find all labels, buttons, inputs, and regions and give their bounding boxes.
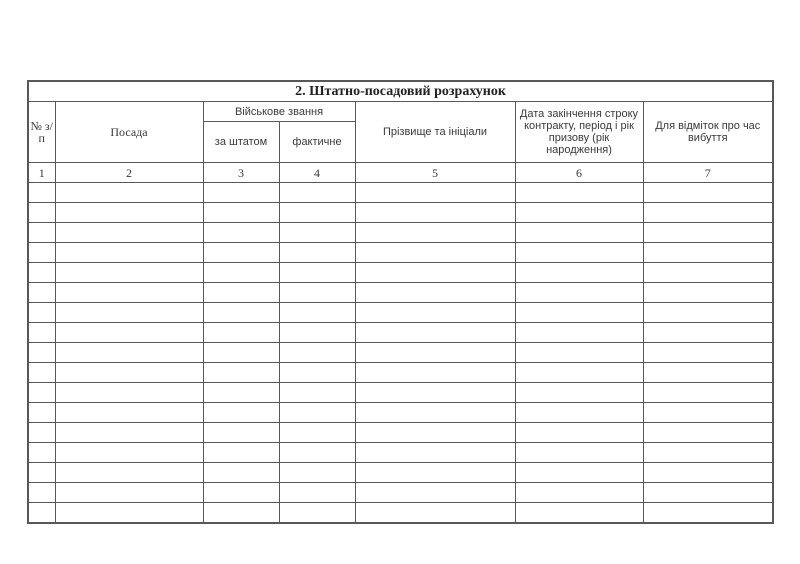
table-cell[interactable] <box>55 183 203 203</box>
table-cell[interactable] <box>203 303 279 323</box>
table-cell[interactable] <box>279 283 355 303</box>
table-title: 2. Штатно-посадовий розрахунок <box>28 81 773 102</box>
header-number: № з/п <box>28 102 55 163</box>
table-cell[interactable] <box>643 443 773 463</box>
table-row <box>28 303 773 323</box>
table-cell[interactable] <box>643 183 773 203</box>
table-cell[interactable] <box>643 423 773 443</box>
table-cell[interactable] <box>203 183 279 203</box>
table-cell[interactable] <box>355 483 515 503</box>
table-cell[interactable] <box>28 323 55 343</box>
table-cell[interactable] <box>355 183 515 203</box>
table-cell[interactable] <box>55 503 203 524</box>
table-cell[interactable] <box>515 303 643 323</box>
table-cell[interactable] <box>643 483 773 503</box>
table-cell[interactable] <box>515 463 643 483</box>
table-cell[interactable] <box>203 263 279 283</box>
table-cell[interactable] <box>515 283 643 303</box>
table-cell[interactable] <box>28 363 55 383</box>
table-cell[interactable] <box>643 303 773 323</box>
table-cell[interactable] <box>279 243 355 263</box>
table-cell[interactable] <box>643 263 773 283</box>
table-cell[interactable] <box>515 343 643 363</box>
table-cell[interactable] <box>55 303 203 323</box>
table-cell[interactable] <box>279 263 355 283</box>
table-cell[interactable] <box>203 363 279 383</box>
table-cell[interactable] <box>55 403 203 423</box>
table-cell[interactable] <box>355 263 515 283</box>
table-cell[interactable] <box>28 283 55 303</box>
table-cell[interactable] <box>203 463 279 483</box>
table-cell[interactable] <box>279 503 355 524</box>
table-cell[interactable] <box>55 223 203 243</box>
table-cell[interactable] <box>28 403 55 423</box>
staffing-table <box>27 80 774 524</box>
table-cell[interactable] <box>55 443 203 463</box>
column-number-row <box>28 163 773 183</box>
table-cell[interactable] <box>643 363 773 383</box>
table-cell[interactable] <box>28 263 55 283</box>
table-cell[interactable] <box>203 223 279 243</box>
header-full-name: Прізвище та ініціали <box>355 102 515 163</box>
table-cell[interactable] <box>55 383 203 403</box>
table-row <box>28 503 773 524</box>
header-rank-actual: фактичне <box>279 122 355 163</box>
table-cell[interactable] <box>515 363 643 383</box>
table-cell[interactable] <box>515 423 643 443</box>
table-row <box>28 263 773 283</box>
header-contract-date: Дата закінчення строку контракту, період і рік призову (рік народження) <box>515 102 643 163</box>
table-cell[interactable] <box>28 423 55 443</box>
table-cell[interactable] <box>28 503 55 524</box>
table-cell[interactable] <box>355 303 515 323</box>
table-cell[interactable] <box>643 203 773 223</box>
table-cell[interactable] <box>279 383 355 403</box>
table-cell[interactable] <box>203 243 279 263</box>
table-cell[interactable] <box>279 203 355 223</box>
table-row <box>28 423 773 443</box>
table-cell[interactable] <box>279 303 355 323</box>
column-number: 2 <box>55 163 203 183</box>
table-cell[interactable] <box>279 423 355 443</box>
table-cell[interactable] <box>203 383 279 403</box>
column-number: 1 <box>28 163 55 183</box>
table-cell[interactable] <box>55 423 203 443</box>
table-cell[interactable] <box>28 483 55 503</box>
table-cell[interactable] <box>643 463 773 483</box>
table-row <box>28 403 773 423</box>
table-row <box>28 323 773 343</box>
table-cell[interactable] <box>203 423 279 443</box>
table-row <box>28 463 773 483</box>
table-cell[interactable] <box>643 343 773 363</box>
table-row <box>28 483 773 503</box>
table-cell[interactable] <box>28 243 55 263</box>
table-cell[interactable] <box>355 503 515 524</box>
table-row <box>28 243 773 263</box>
column-number: 3 <box>203 163 279 183</box>
table-cell[interactable] <box>279 343 355 363</box>
table-cell[interactable] <box>355 383 515 403</box>
table-cell[interactable] <box>28 343 55 363</box>
personnel-form <box>27 80 772 524</box>
table-row <box>28 383 773 403</box>
table-cell[interactable] <box>355 203 515 223</box>
table-row <box>28 283 773 303</box>
table-cell[interactable] <box>643 383 773 403</box>
column-number: 6 <box>515 163 643 183</box>
table-cell[interactable] <box>355 323 515 343</box>
table-row <box>28 223 773 243</box>
table-cell[interactable] <box>55 323 203 343</box>
table-cell[interactable] <box>279 363 355 383</box>
table-cell[interactable] <box>355 223 515 243</box>
table-row <box>28 363 773 383</box>
table-cell[interactable] <box>203 203 279 223</box>
table-cell[interactable] <box>643 223 773 243</box>
table-cell[interactable] <box>203 503 279 524</box>
header-departure-notes: Для відміток про час вибуття <box>643 102 773 163</box>
table-row <box>28 443 773 463</box>
table-cell[interactable] <box>355 243 515 263</box>
header-rank-by-staff: за штатом <box>203 122 279 163</box>
table-cell[interactable] <box>643 283 773 303</box>
table-cell[interactable] <box>355 363 515 383</box>
table-cell[interactable] <box>203 283 279 303</box>
table-cell[interactable] <box>515 203 643 223</box>
table-cell[interactable] <box>515 403 643 423</box>
header-military-rank: Військове звання <box>203 102 355 122</box>
table-cell[interactable] <box>55 203 203 223</box>
table-cell[interactable] <box>515 383 643 403</box>
table-row <box>28 203 773 223</box>
table-cell[interactable] <box>203 323 279 343</box>
table-cell[interactable] <box>28 443 55 463</box>
table-cell[interactable] <box>203 343 279 363</box>
table-cell[interactable] <box>515 323 643 343</box>
table-cell[interactable] <box>28 203 55 223</box>
table-cell[interactable] <box>355 443 515 463</box>
table-cell[interactable] <box>515 243 643 263</box>
table-cell[interactable] <box>643 243 773 263</box>
table-cell[interactable] <box>355 423 515 443</box>
table-cell[interactable] <box>515 503 643 524</box>
header-position: Посада <box>55 102 203 163</box>
table-cell[interactable] <box>55 243 203 263</box>
table-cell[interactable] <box>279 403 355 423</box>
table-cell[interactable] <box>515 263 643 283</box>
table-cell[interactable] <box>643 323 773 343</box>
table-cell[interactable] <box>55 263 203 283</box>
table-row <box>28 343 773 363</box>
table-cell[interactable] <box>203 483 279 503</box>
column-number: 7 <box>643 163 773 183</box>
column-number: 5 <box>355 163 515 183</box>
table-cell[interactable] <box>355 343 515 363</box>
table-cell[interactable] <box>279 483 355 503</box>
table-cell[interactable] <box>203 443 279 463</box>
table-cell[interactable] <box>515 223 643 243</box>
table-cell[interactable] <box>279 183 355 203</box>
table-cell[interactable] <box>55 363 203 383</box>
table-cell[interactable] <box>279 323 355 343</box>
table-cell[interactable] <box>643 503 773 524</box>
table-cell[interactable] <box>279 223 355 243</box>
table-cell[interactable] <box>355 283 515 303</box>
table-cell[interactable] <box>515 443 643 463</box>
table-cell[interactable] <box>203 403 279 423</box>
table-cell[interactable] <box>515 183 643 203</box>
table-cell[interactable] <box>55 283 203 303</box>
table-cell[interactable] <box>355 403 515 423</box>
table-cell[interactable] <box>279 443 355 463</box>
table-row <box>28 183 773 203</box>
table-cell[interactable] <box>279 463 355 483</box>
table-cell[interactable] <box>515 483 643 503</box>
table-cell[interactable] <box>55 483 203 503</box>
table-cell[interactable] <box>355 463 515 483</box>
table-cell[interactable] <box>28 463 55 483</box>
table-cell[interactable] <box>55 463 203 483</box>
table-cell[interactable] <box>28 383 55 403</box>
table-cell[interactable] <box>55 343 203 363</box>
column-number: 4 <box>279 163 355 183</box>
table-cell[interactable] <box>28 183 55 203</box>
table-cell[interactable] <box>643 403 773 423</box>
table-cell[interactable] <box>28 303 55 323</box>
table-cell[interactable] <box>28 223 55 243</box>
